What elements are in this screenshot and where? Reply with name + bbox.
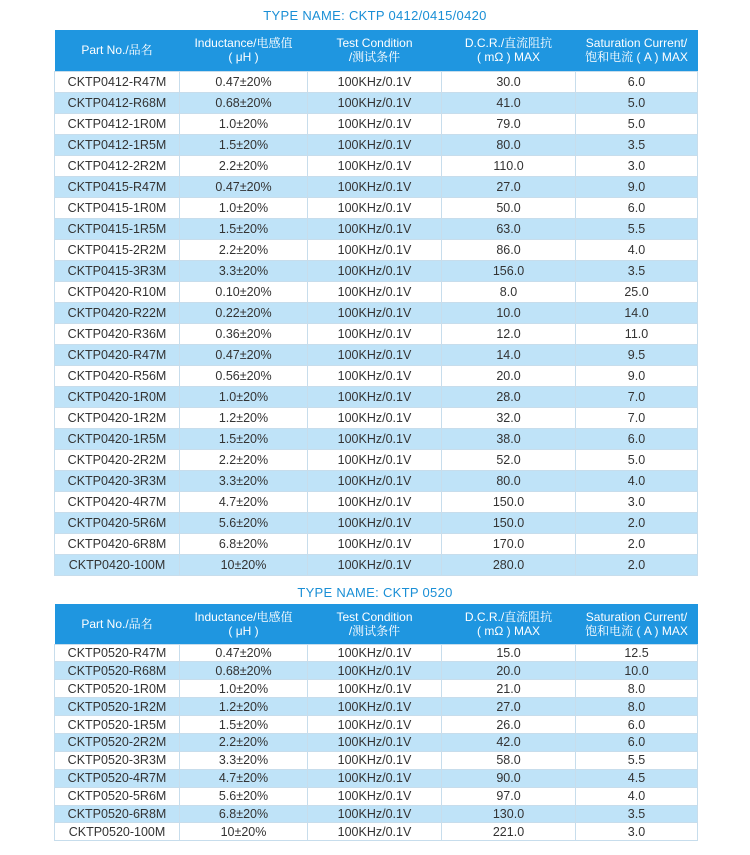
table-row [55,344,698,365]
table-row [55,751,698,769]
cell-inductance: 1.5±20% [180,716,308,734]
cell-part-number: CKTP0420-6R8M [55,533,180,554]
header-sublabel: 饱和电流 ( A ) MAX [585,623,688,638]
cell-inductance: 2.2±20% [180,155,308,176]
cell-dcr: 150.0 [442,512,576,533]
cell-dcr: 27.0 [442,176,576,197]
cell-inductance: 1.5±20% [180,428,308,449]
table-row [55,533,698,554]
cell-dcr: 27.0 [442,698,576,716]
table-row [55,239,698,260]
cell-dcr: 52.0 [442,449,576,470]
table-row [55,491,698,512]
cell-saturation-current: 5.0 [576,113,698,134]
cell-saturation-current: 8.0 [576,698,698,716]
cell-inductance: 2.2±20% [180,239,308,260]
header-saturation-current [576,30,698,71]
header-label: Saturation Current/ [585,609,688,624]
cell-part-number: CKTP0415-3R3M [55,260,180,281]
cell-saturation-current: 4.5 [576,769,698,787]
cell-dcr: 63.0 [442,218,576,239]
cell-part-number: CKTP0412-2R2M [55,155,180,176]
cell-inductance: 5.6±20% [180,512,308,533]
cell-part-number: CKTP0420-R56M [55,365,180,386]
table-row [55,554,698,575]
cell-dcr: 221.0 [442,823,576,841]
cell-test-condition: 100KHz/0.1V [308,751,442,769]
cell-inductance: 3.3±20% [180,751,308,769]
cell-part-number: CKTP0420-3R3M [55,470,180,491]
header-sublabel: ( mΩ ) MAX [477,623,540,638]
cell-test-condition: 100KHz/0.1V [308,733,442,751]
cell-part-number: CKTP0412-1R0M [55,113,180,134]
cell-saturation-current: 2.0 [576,533,698,554]
cell-part-number: CKTP0415-1R5M [55,218,180,239]
cell-inductance: 4.7±20% [180,769,308,787]
cell-inductance: 2.2±20% [180,449,308,470]
table-row [55,218,698,239]
table-row [55,92,698,113]
cell-test-condition: 100KHz/0.1V [308,698,442,716]
cell-test-condition: 100KHz/0.1V [308,281,442,302]
cell-inductance: 4.7±20% [180,491,308,512]
cell-inductance: 0.47±20% [180,644,308,662]
cell-test-condition: 100KHz/0.1V [308,716,442,734]
cell-saturation-current: 9.5 [576,344,698,365]
table-row [55,365,698,386]
table-row [55,302,698,323]
header-test-condition [308,604,442,644]
table-row [55,662,698,680]
cell-dcr: 97.0 [442,787,576,805]
header-label: Saturation Current/ [585,36,688,51]
table-row [55,134,698,155]
header-part-number [55,30,180,71]
cell-part-number: CKTP0420-100M [55,554,180,575]
cell-dcr: 42.0 [442,733,576,751]
header-sublabel: /测试条件 [348,623,401,638]
section-title-cktp-0520: TYPE NAME: CKTP 0520 [297,585,453,600]
table-row [55,698,698,716]
cell-test-condition: 100KHz/0.1V [308,323,442,344]
header-inductance [180,30,308,71]
table-body [55,644,698,841]
cell-inductance: 1.0±20% [180,386,308,407]
table-row [55,716,698,734]
cell-dcr: 156.0 [442,260,576,281]
table-row [55,644,698,662]
cell-part-number: CKTP0520-4R7M [55,769,180,787]
cell-test-condition: 100KHz/0.1V [308,386,442,407]
cell-part-number: CKTP0420-2R2M [55,449,180,470]
header-label: D.C.R./直流阻抗 [464,609,553,624]
header-inductance [180,604,308,644]
cell-inductance: 1.2±20% [180,698,308,716]
cell-saturation-current: 8.0 [576,680,698,698]
cell-inductance: 0.10±20% [180,281,308,302]
cell-dcr: 110.0 [442,155,576,176]
cell-test-condition: 100KHz/0.1V [308,71,442,92]
cell-inductance: 0.36±20% [180,323,308,344]
cell-part-number: CKTP0420-R36M [55,323,180,344]
cell-part-number: CKTP0412-1R5M [55,134,180,155]
cell-test-condition: 100KHz/0.1V [308,680,442,698]
cell-inductance: 5.6±20% [180,787,308,805]
cell-saturation-current: 6.0 [576,197,698,218]
cell-dcr: 28.0 [442,386,576,407]
header-sublabel: ( mΩ ) MAX [477,50,540,65]
cell-part-number: CKTP0520-1R5M [55,716,180,734]
cell-test-condition: 100KHz/0.1V [308,769,442,787]
cell-test-condition: 100KHz/0.1V [308,407,442,428]
cell-dcr: 10.0 [442,302,576,323]
cell-part-number: CKTP0420-1R5M [55,428,180,449]
cell-dcr: 26.0 [442,716,576,734]
table-row [55,197,698,218]
header-label: D.C.R./直流阻抗 [464,36,553,51]
header-sublabel: /测试条件 [348,50,401,65]
header-label: Inductance/电感值 [194,36,293,51]
cell-inductance: 1.5±20% [180,134,308,155]
cell-inductance: 0.56±20% [180,365,308,386]
cell-dcr: 15.0 [442,644,576,662]
cell-part-number: CKTP0420-R22M [55,302,180,323]
header-sublabel: ( μH ) [228,50,259,65]
table-row [55,512,698,533]
table-body [55,71,698,575]
cell-saturation-current: 4.0 [576,787,698,805]
cell-test-condition: 100KHz/0.1V [308,302,442,323]
cell-saturation-current: 5.0 [576,449,698,470]
header-label: Test Condition [336,609,413,624]
spec-table-cktp-0520 [54,604,698,841]
table-row [55,281,698,302]
cell-test-condition: 100KHz/0.1V [308,155,442,176]
cell-test-condition: 100KHz/0.1V [308,428,442,449]
cell-saturation-current: 3.0 [576,155,698,176]
table-row [55,260,698,281]
cell-test-condition: 100KHz/0.1V [308,92,442,113]
header-sublabel: ( μH ) [228,623,259,638]
cell-test-condition: 100KHz/0.1V [308,176,442,197]
cell-dcr: 38.0 [442,428,576,449]
cell-inductance: 10±20% [180,554,308,575]
header-label: Test Condition [336,36,413,51]
table-row [55,733,698,751]
cell-dcr: 8.0 [442,281,576,302]
cell-test-condition: 100KHz/0.1V [308,113,442,134]
cell-dcr: 14.0 [442,344,576,365]
cell-saturation-current: 12.5 [576,644,698,662]
cell-dcr: 150.0 [442,491,576,512]
cell-test-condition: 100KHz/0.1V [308,805,442,823]
cell-dcr: 20.0 [442,662,576,680]
cell-inductance: 0.47±20% [180,344,308,365]
cell-saturation-current: 6.0 [576,428,698,449]
cell-saturation-current: 11.0 [576,323,698,344]
cell-saturation-current: 5.5 [576,751,698,769]
cell-dcr: 80.0 [442,470,576,491]
cell-dcr: 30.0 [442,71,576,92]
cell-test-condition: 100KHz/0.1V [308,787,442,805]
table-row [55,407,698,428]
cell-inductance: 1.0±20% [180,113,308,134]
cell-inductance: 1.0±20% [180,197,308,218]
cell-saturation-current: 9.0 [576,176,698,197]
cell-dcr: 280.0 [442,554,576,575]
cell-saturation-current: 4.0 [576,239,698,260]
cell-inductance: 0.68±20% [180,662,308,680]
cell-inductance: 3.3±20% [180,260,308,281]
table-row [55,805,698,823]
cell-test-condition: 100KHz/0.1V [308,662,442,680]
cell-test-condition: 100KHz/0.1V [308,134,442,155]
cell-test-condition: 100KHz/0.1V [308,533,442,554]
cell-saturation-current: 3.5 [576,260,698,281]
cell-part-number: CKTP0520-1R2M [55,698,180,716]
cell-test-condition: 100KHz/0.1V [308,512,442,533]
cell-part-number: CKTP0520-5R6M [55,787,180,805]
header-saturation-current [576,604,698,644]
cell-part-number: CKTP0415-R47M [55,176,180,197]
header-label: Inductance/电感值 [194,609,293,624]
cell-dcr: 79.0 [442,113,576,134]
header-test-condition [308,30,442,71]
table-row [55,680,698,698]
table-row [55,787,698,805]
cell-dcr: 20.0 [442,365,576,386]
cell-saturation-current: 5.0 [576,92,698,113]
cell-saturation-current: 4.0 [576,470,698,491]
cell-dcr: 170.0 [442,533,576,554]
cell-dcr: 58.0 [442,751,576,769]
table-row [55,155,698,176]
header-label: Part No./品名 [81,43,153,58]
table-row [55,323,698,344]
cell-part-number: CKTP0520-100M [55,823,180,841]
cell-inductance: 0.47±20% [180,71,308,92]
cell-test-condition: 100KHz/0.1V [308,260,442,281]
cell-saturation-current: 10.0 [576,662,698,680]
cell-test-condition: 100KHz/0.1V [308,470,442,491]
cell-test-condition: 100KHz/0.1V [308,365,442,386]
table-row [55,449,698,470]
cell-dcr: 21.0 [442,680,576,698]
cell-saturation-current: 2.0 [576,554,698,575]
cell-saturation-current: 7.0 [576,407,698,428]
cell-part-number: CKTP0415-1R0M [55,197,180,218]
spec-table-cktp-0412-0415-0420 [54,30,698,576]
cell-inductance: 6.8±20% [180,533,308,554]
cell-saturation-current: 6.0 [576,71,698,92]
cell-saturation-current: 25.0 [576,281,698,302]
cell-test-condition: 100KHz/0.1V [308,344,442,365]
table-header [55,604,698,644]
cell-dcr: 130.0 [442,805,576,823]
cell-dcr: 12.0 [442,323,576,344]
cell-part-number: CKTP0520-6R8M [55,805,180,823]
table-row [55,470,698,491]
cell-dcr: 41.0 [442,92,576,113]
cell-inductance: 6.8±20% [180,805,308,823]
table-row [55,823,698,841]
cell-saturation-current: 2.0 [576,512,698,533]
cell-part-number: CKTP0420-R10M [55,281,180,302]
cell-saturation-current: 7.0 [576,386,698,407]
cell-part-number: CKTP0420-1R2M [55,407,180,428]
cell-test-condition: 100KHz/0.1V [308,644,442,662]
cell-inductance: 0.47±20% [180,176,308,197]
table-row [55,176,698,197]
cell-inductance: 1.2±20% [180,407,308,428]
section-title-cktp-0412-0415-0420: TYPE NAME: CKTP 0412/0415/0420 [263,8,487,23]
cell-part-number: CKTP0420-4R7M [55,491,180,512]
cell-test-condition: 100KHz/0.1V [308,449,442,470]
table-row [55,113,698,134]
table-row [55,386,698,407]
cell-saturation-current: 3.0 [576,823,698,841]
cell-saturation-current: 9.0 [576,365,698,386]
cell-saturation-current: 6.0 [576,716,698,734]
cell-inductance: 1.5±20% [180,218,308,239]
table-row [55,769,698,787]
cell-saturation-current: 5.5 [576,218,698,239]
cell-dcr: 32.0 [442,407,576,428]
cell-part-number: CKTP0520-R68M [55,662,180,680]
cell-inductance: 3.3±20% [180,470,308,491]
cell-part-number: CKTP0520-R47M [55,644,180,662]
cell-saturation-current: 14.0 [576,302,698,323]
cell-part-number: CKTP0420-R47M [55,344,180,365]
cell-test-condition: 100KHz/0.1V [308,491,442,512]
cell-inductance: 0.22±20% [180,302,308,323]
cell-dcr: 86.0 [442,239,576,260]
header-part-number [55,604,180,644]
cell-dcr: 80.0 [442,134,576,155]
cell-saturation-current: 3.5 [576,134,698,155]
cell-part-number: CKTP0420-5R6M [55,512,180,533]
table-header [55,30,698,71]
cell-part-number: CKTP0412-R47M [55,71,180,92]
table-row [55,71,698,92]
cell-test-condition: 100KHz/0.1V [308,823,442,841]
cell-inductance: 2.2±20% [180,733,308,751]
table-row [55,428,698,449]
cell-inductance: 1.0±20% [180,680,308,698]
cell-test-condition: 100KHz/0.1V [308,239,442,260]
cell-part-number: CKTP0415-2R2M [55,239,180,260]
cell-part-number: CKTP0412-R68M [55,92,180,113]
header-dcr [442,604,576,644]
cell-saturation-current: 3.5 [576,805,698,823]
header-label: Part No./品名 [81,616,153,631]
cell-inductance: 0.68±20% [180,92,308,113]
cell-inductance: 10±20% [180,823,308,841]
cell-test-condition: 100KHz/0.1V [308,554,442,575]
header-dcr [442,30,576,71]
header-sublabel: 饱和电流 ( A ) MAX [585,50,688,65]
cell-test-condition: 100KHz/0.1V [308,218,442,239]
cell-part-number: CKTP0520-3R3M [55,751,180,769]
cell-dcr: 90.0 [442,769,576,787]
cell-test-condition: 100KHz/0.1V [308,197,442,218]
cell-part-number: CKTP0520-1R0M [55,680,180,698]
cell-saturation-current: 6.0 [576,733,698,751]
cell-part-number: CKTP0520-2R2M [55,733,180,751]
cell-saturation-current: 3.0 [576,491,698,512]
cell-dcr: 50.0 [442,197,576,218]
cell-part-number: CKTP0420-1R0M [55,386,180,407]
